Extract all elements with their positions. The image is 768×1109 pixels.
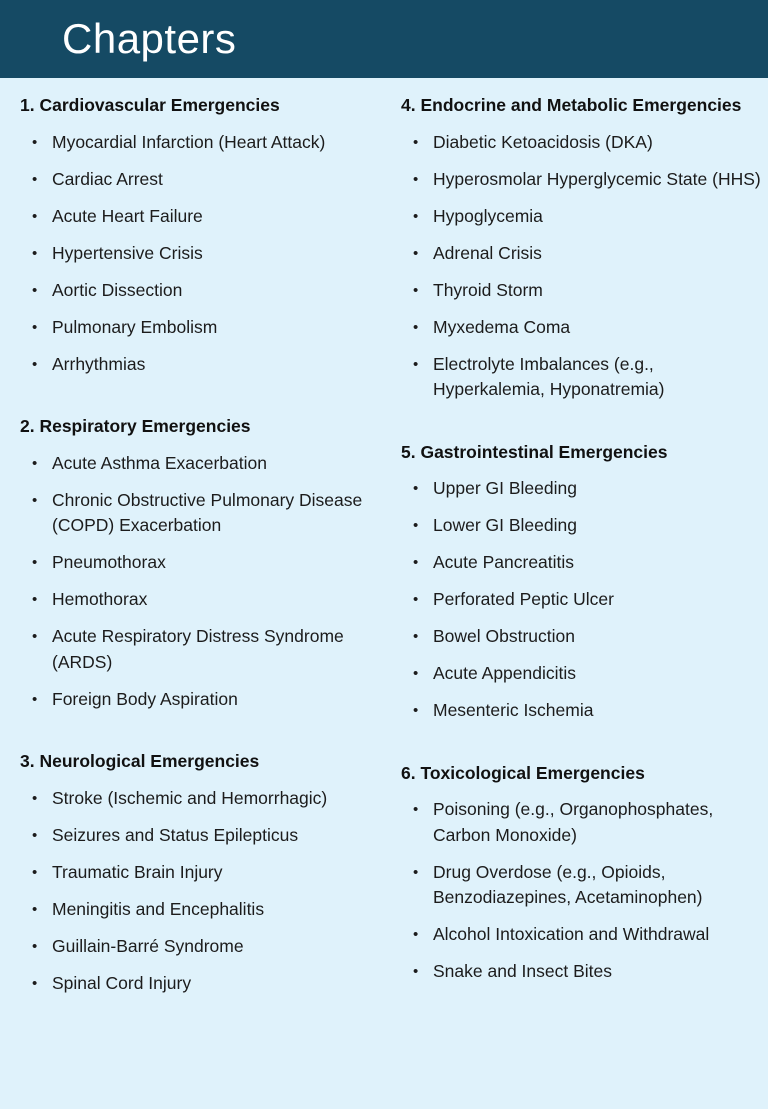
bullet-icon: • (413, 170, 419, 188)
bullet-icon: • (413, 554, 419, 571)
list-item: • Acute Heart Failure (20, 204, 380, 230)
list-item: • Snake and Insect Bites (401, 959, 761, 985)
chapter-list (401, 797, 761, 985)
list-item: • Hypoglycemia (401, 204, 761, 230)
section-title: 1. Cardiovascular Emergencies (20, 95, 280, 115)
list-item: • Acute Appendicitis (401, 661, 761, 687)
bullet-icon: • (413, 281, 419, 299)
list-item: • Myxedema Coma (401, 315, 761, 341)
bullet-icon: • (32, 554, 38, 571)
list-item: • Cardiac Arrest (20, 167, 380, 193)
list-item: • Foreign Body Aspiration (20, 687, 380, 713)
list-item: • Guillain-Barré Syndrome (20, 934, 380, 960)
bullet-icon: • (32, 244, 38, 262)
bullet-icon: • (32, 826, 38, 844)
list-item: • Acute Respiratory Distress Syndrome (ARDS) (32, 626, 344, 672)
bullet-icon: • (32, 281, 38, 299)
list-item: • Hypertensive Crisis (20, 241, 380, 267)
list-item: • Myocardial Infarction (Heart Attack) (20, 130, 380, 156)
list-item: • Hyperosmolar Hyperglycemic State (HHS) (401, 167, 761, 193)
bullet-icon: • (413, 863, 419, 881)
bullet-icon: • (32, 628, 38, 645)
section-title: 6. Toxicological Emergencies (401, 762, 645, 783)
list-item: • Arrhythmias (20, 352, 380, 378)
list-item: • Mesenteric Ischemia (401, 698, 761, 724)
bullet-icon: • (32, 454, 38, 472)
bullet-icon: • (413, 628, 419, 645)
list-item: • Alcohol Intoxication and Withdrawal (401, 922, 761, 948)
left-column (20, 92, 380, 996)
bullet-icon: • (32, 170, 38, 188)
list-item: • Adrenal Crisis (401, 241, 761, 267)
bullet-icon: • (32, 974, 38, 992)
bullet-icon: • (413, 207, 419, 225)
bullet-icon: • (413, 244, 419, 262)
bullet-icon: • (32, 863, 38, 881)
list-item: • Diabetic Ketoacidosis (DKA) (401, 130, 761, 156)
list-item: • Aortic Dissection (20, 278, 380, 304)
bullet-icon: • (32, 937, 38, 955)
list-item: • Perforated Peptic Ulcer (401, 587, 761, 613)
bullet-icon: • (413, 133, 419, 151)
list-item: • Lower GI Bleeding (401, 513, 761, 539)
list-item: • Thyroid Storm (401, 278, 761, 304)
bullet-icon: • (32, 491, 38, 509)
bullet-icon: • (413, 480, 419, 497)
section-cardiovascular (20, 92, 380, 377)
list-item: • Pulmonary Embolism (20, 315, 380, 341)
section-gastrointestinal (401, 439, 761, 724)
right-column (401, 92, 761, 985)
chapter-list (20, 130, 380, 378)
bullet-icon: • (32, 318, 38, 336)
chapter-list (401, 130, 761, 403)
chapter-list (20, 786, 380, 997)
bullet-icon: • (32, 355, 38, 373)
list-item: • Drug Overdose (e.g., Opioids, Benzodiazepines, Acetaminophen) (413, 861, 703, 907)
bullet-icon: • (413, 801, 419, 818)
list-item: • Poisoning (e.g., Organophosphates, Carbon Monoxide) (413, 799, 714, 845)
list-item: • Chronic Obstructive Pulmonary Disease (COPD) Exacerbation (32, 489, 363, 535)
list-item: • Bowel Obstruction (401, 624, 761, 650)
bullet-icon: • (413, 665, 419, 682)
list-item: • Electrolyte Imbalances (e.g., Hyperkalemia, Hyponatremia) (413, 353, 665, 399)
list-item: • Seizures and Status Epilepticus (20, 823, 380, 849)
bullet-icon: • (32, 591, 38, 608)
section-title: 3. Neurological Emergencies (20, 751, 260, 771)
section-title: 2. Respiratory Emergencies (20, 416, 251, 436)
list-item: • Upper GI Bleeding (401, 476, 761, 502)
bullet-icon: • (413, 702, 419, 719)
bullet-icon: • (413, 517, 419, 534)
bullet-icon: • (413, 963, 419, 980)
list-item: • Spinal Cord Injury (20, 971, 380, 997)
header-banner (0, 0, 768, 78)
chapter-list (401, 476, 761, 724)
bullet-icon: • (32, 900, 38, 918)
bullet-icon: • (413, 591, 419, 608)
list-item: • Acute Pancreatitis (401, 550, 761, 576)
list-item: • Acute Asthma Exacerbation (20, 451, 380, 477)
section-toxicological (401, 760, 761, 985)
bullet-icon: • (413, 355, 419, 373)
chapter-list (20, 451, 380, 713)
section-title: 5. Gastrointestinal Emergencies (401, 441, 668, 462)
list-item: • Stroke (Ischemic and Hemorrhagic) (20, 786, 380, 812)
list-item: • Traumatic Brain Injury (20, 860, 380, 886)
bullet-icon: • (32, 133, 38, 151)
bullet-icon: • (32, 690, 38, 708)
bullet-icon: • (32, 207, 38, 225)
list-item: • Meningitis and Encephalitis (20, 897, 380, 923)
section-title: 4. Endocrine and Metabolic Emergencies (401, 95, 742, 115)
bullet-icon: • (32, 789, 38, 807)
list-item: • Hemothorax (20, 587, 380, 613)
list-item: • Pneumothorax (20, 550, 380, 576)
section-neurological (20, 748, 380, 996)
bullet-icon: • (413, 926, 419, 943)
page-title: Chapters (62, 15, 237, 62)
section-respiratory (20, 413, 380, 712)
bullet-icon: • (413, 318, 419, 336)
section-endocrine (401, 92, 761, 403)
